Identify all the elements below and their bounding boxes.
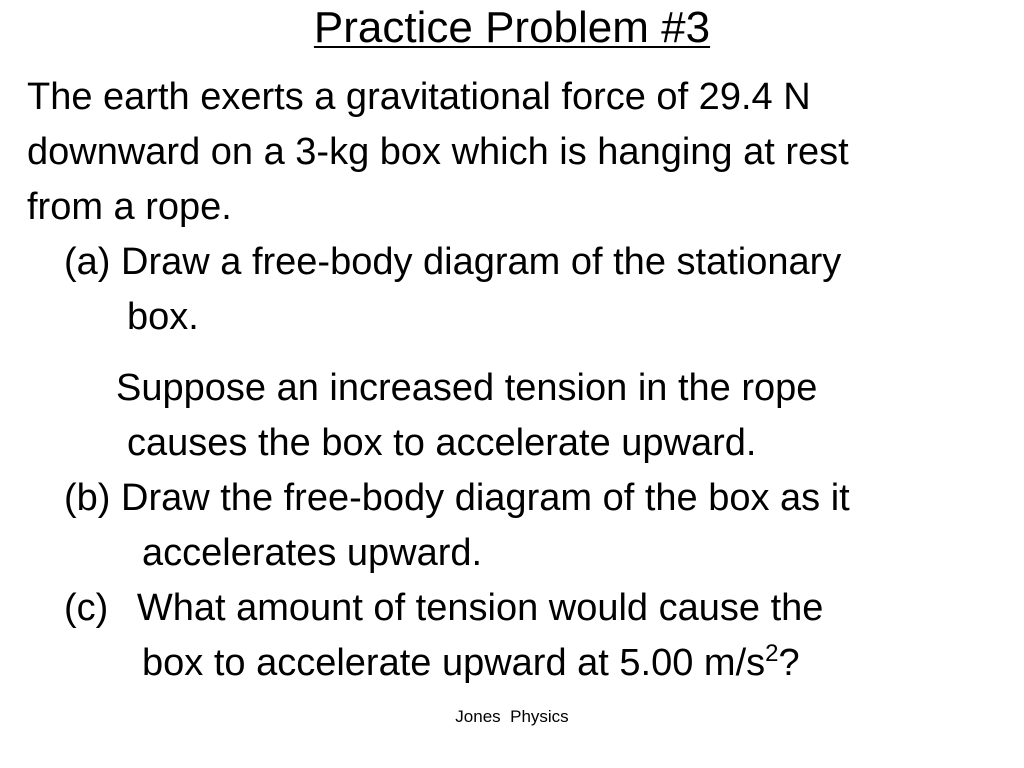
part-c-label: (c): [64, 587, 109, 629]
question-mark: ?: [778, 642, 800, 684]
part-a-label: (a): [64, 241, 111, 283]
slide-title: Practice Problem #3: [313, 3, 711, 52]
exponent: 2: [765, 640, 779, 667]
intro-line-2: downward on a 3-kg box which is hanging at rest: [27, 131, 849, 173]
suppose-line-2: causes the box to accelerate upward.: [127, 422, 757, 464]
part-b-label: (b): [64, 477, 111, 519]
part-b-line-1: [64, 476, 850, 520]
part-b-text-1: Draw the free-body diagram of the box as it: [121, 477, 850, 519]
part-c-line-1: [64, 586, 823, 630]
part-a-line-1: [64, 240, 841, 284]
part-c-text-1: What amount of tension would cause the: [136, 587, 824, 629]
part-a-line-2: box.: [127, 296, 199, 338]
footer-text: Jones Physics: [455, 707, 569, 726]
intro-line-1: The earth exerts a gravitational force of 29.4 N: [27, 76, 811, 118]
part-b-line-2: accelerates upward.: [142, 532, 483, 574]
part-c-line-2: [142, 641, 800, 685]
part-a-text-1: Draw a free-body diagram of the stationary: [121, 241, 842, 283]
part-c-text-2: box to accelerate upward at 5.00 m/s: [142, 642, 766, 684]
suppose-line-1: Suppose an increased tension in the rope: [116, 367, 818, 409]
intro-line-3: from a rope.: [27, 186, 232, 228]
